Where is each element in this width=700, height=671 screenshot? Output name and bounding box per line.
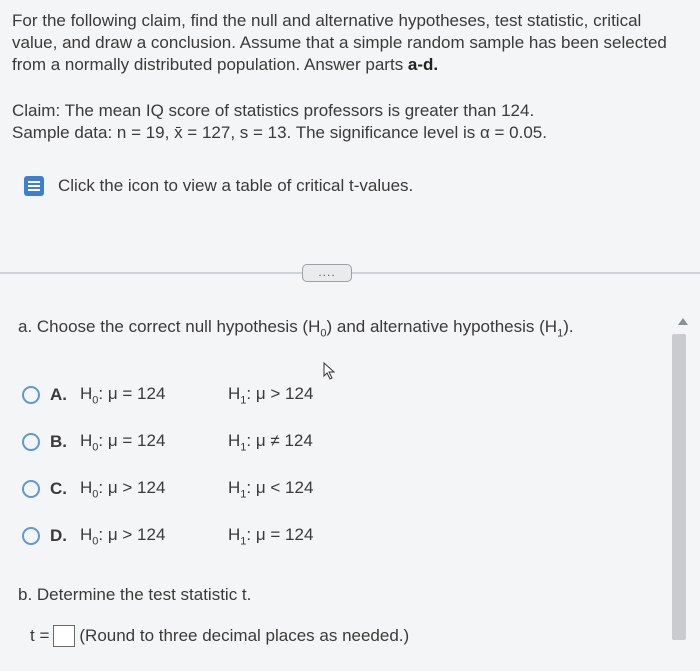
option-c[interactable]: C. $H_0$: μ > 124 $H_1$: μ < 124	[22, 478, 313, 500]
sample-data-line: Sample data: n = 19, x̄ = 127, s = 13. The significance level is α = 0.05.	[12, 123, 547, 142]
t-answer-input[interactable]	[53, 625, 75, 647]
t-label: t =	[30, 626, 50, 645]
claim-line: Claim: The mean IQ score of statistics professors is greater than 124.	[12, 101, 535, 120]
table-icon[interactable]	[24, 176, 44, 196]
scroll-up-arrow-icon[interactable]	[678, 318, 688, 325]
alt-hypothesis: $H_1$: μ = 124	[228, 525, 314, 548]
null-hypothesis: $H_0$: μ = 124	[80, 384, 166, 407]
prompt-parts: a-d.	[407, 55, 439, 74]
null-hypothesis: $H_0$: μ = 124	[80, 431, 166, 454]
expand-more-button[interactable]: ....	[302, 264, 352, 282]
null-hypothesis: $H_0$: μ > 124	[80, 525, 166, 548]
radio-button[interactable]	[22, 433, 40, 451]
part-b-question: b. Determine the test statistic t.	[18, 585, 252, 604]
alt-hypothesis: $H_1$: μ < 124	[228, 478, 314, 501]
scrollbar-thumb[interactable]	[672, 334, 686, 640]
t-answer-row	[30, 625, 409, 647]
radio-button[interactable]	[22, 480, 40, 498]
claim-block	[12, 100, 688, 144]
null-hypothesis: $H_0$: μ > 124	[80, 478, 166, 501]
radio-button[interactable]	[22, 527, 40, 545]
critical-values-link-text: Click the icon to view a table of critical t-values.	[58, 176, 414, 195]
critical-values-link[interactable]	[24, 176, 413, 196]
option-d[interactable]: D. $H_0$: μ > 124 $H_1$: μ = 124	[22, 525, 313, 547]
radio-button[interactable]	[22, 386, 40, 404]
prompt-text: For the following claim, find the null and alternative hypotheses, test statistic, critical value, and draw a conclusion. Assume that a simple random sample has been selected from a normally distributed population. Answer parts	[12, 11, 667, 74]
mouse-pointer-icon	[323, 362, 337, 380]
question-prompt	[12, 10, 688, 76]
rounding-hint: (Round to three decimal places as needed.)	[79, 626, 410, 645]
alt-hypothesis: $H_1$: μ > 124	[228, 384, 314, 407]
option-a[interactable]: A. $H_0$: μ = 124 $H_1$: μ > 124	[22, 384, 313, 406]
part-a-question: a. Choose the correct null hypothesis $(H_0)$ and alternative hypothesis $(H_1)$.	[18, 317, 574, 340]
alt-hypothesis: $H_1$: μ ≠ 124	[228, 431, 313, 454]
option-b[interactable]: B. $H_0$: μ = 124 $H_1$: μ ≠ 124	[22, 431, 313, 453]
